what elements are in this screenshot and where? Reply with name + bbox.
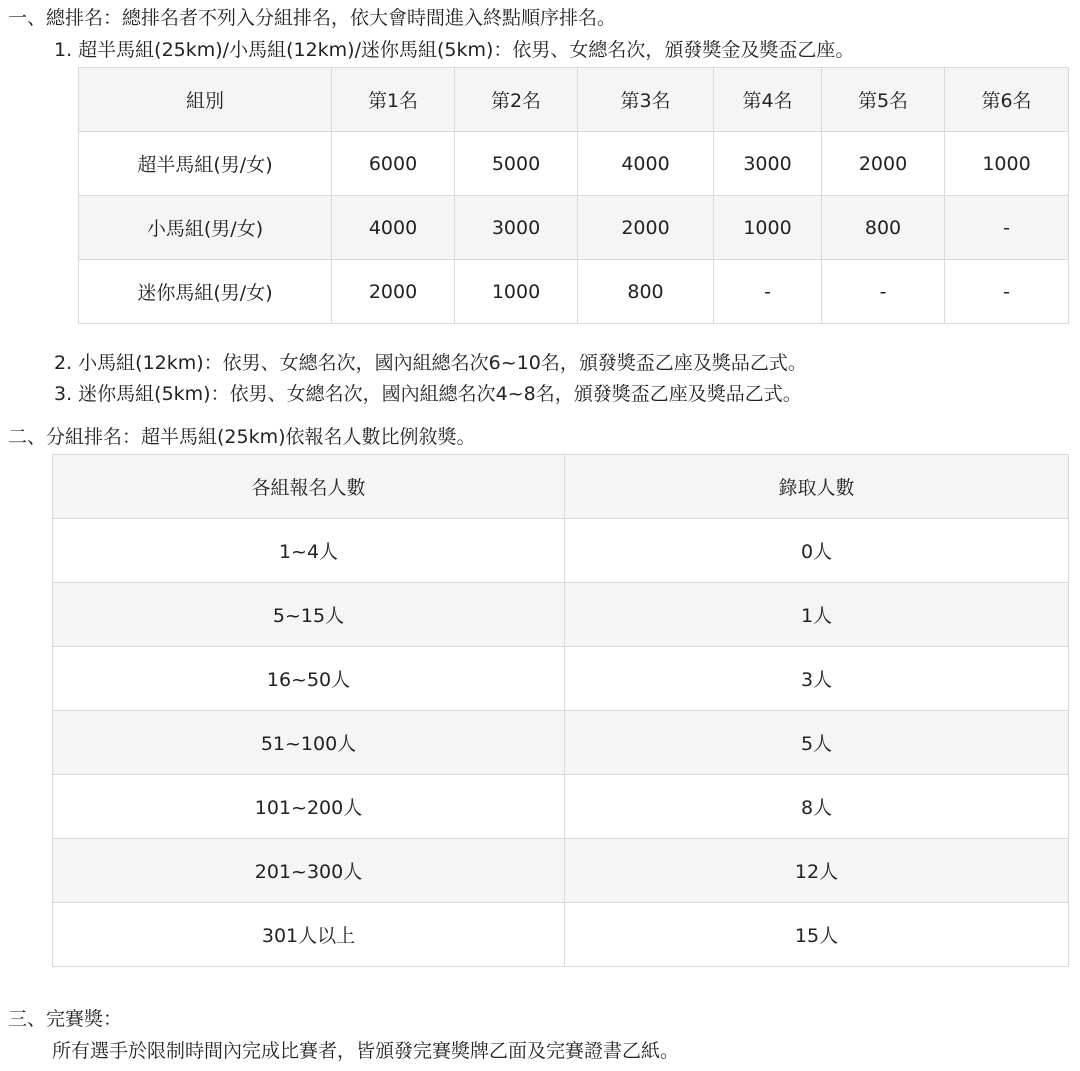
- section2-heading: 二、分組排名：超半馬組(25km)依報名人數比例敘獎。: [8, 426, 476, 448]
- section3-heading: 三、完賽獎：: [8, 1008, 123, 1030]
- prize-cell: 4000: [578, 132, 714, 196]
- group-cell: 5~15人: [53, 583, 565, 647]
- prize-cell: 1000: [455, 260, 578, 324]
- prize-cell: 2000: [578, 196, 714, 260]
- prize-cell: 迷你馬組(男/女): [79, 260, 332, 324]
- prize-header-cell: 第5名: [822, 68, 945, 132]
- prize-header-cell: 第3名: [578, 68, 714, 132]
- table-row: [79, 196, 1069, 260]
- group-header-cell: 錄取人數: [565, 455, 1069, 519]
- group-table: [52, 454, 1069, 967]
- group-cell: 51~100人: [53, 711, 565, 775]
- prize-header-cell: 組別: [79, 68, 332, 132]
- group-cell: 301人以上: [53, 903, 565, 967]
- table-row: [53, 839, 1069, 903]
- prize-table-header-row: [79, 68, 1069, 132]
- group-cell: 1~4人: [53, 519, 565, 583]
- prize-cell: 3000: [455, 196, 578, 260]
- group-cell: 0人: [565, 519, 1069, 583]
- group-cell: 201~300人: [53, 839, 565, 903]
- table-row: [79, 260, 1069, 324]
- group-cell: 5人: [565, 711, 1069, 775]
- prize-cell: 5000: [455, 132, 578, 196]
- table-row: [53, 647, 1069, 711]
- prize-cell: 超半馬組(男/女): [79, 132, 332, 196]
- table-row: [53, 583, 1069, 647]
- group-cell: 16~50人: [53, 647, 565, 711]
- prize-cell: 1000: [945, 132, 1069, 196]
- table-row: [79, 132, 1069, 196]
- prize-table: [78, 67, 1069, 324]
- prize-cell: -: [822, 260, 945, 324]
- table-row: [53, 775, 1069, 839]
- prize-header-cell: 第6名: [945, 68, 1069, 132]
- group-table-header-row: [53, 455, 1069, 519]
- prize-cell: 4000: [332, 196, 455, 260]
- section1-item2: 2. 小馬組(12km)：依男、女總名次，國內組總名次6~10名，頒發獎盃乙座及獎品乙式。: [54, 352, 807, 374]
- section1-item3: 3. 迷你馬組(5km)：依男、女總名次，國內組總名次4~8名，頒發獎盃乙座及獎品乙式。: [54, 383, 802, 405]
- group-cell: 12人: [565, 839, 1069, 903]
- section1-heading: 一、總排名：總排名者不列入分組排名，依大會時間進入終點順序排名。: [8, 7, 617, 29]
- prize-cell: 800: [822, 196, 945, 260]
- group-header-cell: 各組報名人數: [53, 455, 565, 519]
- prize-cell: 800: [578, 260, 714, 324]
- prize-header-cell: 第4名: [714, 68, 822, 132]
- section3-body: 所有選手於限制時間內完成比賽者，皆頒發完賽獎牌乙面及完賽證書乙紙。: [52, 1040, 680, 1062]
- group-cell: 3人: [565, 647, 1069, 711]
- prize-header-cell: 第1名: [332, 68, 455, 132]
- group-cell: 101~200人: [53, 775, 565, 839]
- prize-cell: 3000: [714, 132, 822, 196]
- prize-cell: -: [945, 196, 1069, 260]
- group-cell: 1人: [565, 583, 1069, 647]
- prize-cell: -: [714, 260, 822, 324]
- prize-cell: 2000: [332, 260, 455, 324]
- table-row: [53, 519, 1069, 583]
- section1-item1: 1. 超半馬組(25km)/小馬組(12km)/迷你馬組(5km)：依男、女總名次，頒發獎金及獎盃乙座。: [54, 39, 855, 61]
- table-row: [53, 711, 1069, 775]
- prize-cell: -: [945, 260, 1069, 324]
- prize-cell: 1000: [714, 196, 822, 260]
- prize-cell: 小馬組(男/女): [79, 196, 332, 260]
- group-cell: 15人: [565, 903, 1069, 967]
- prize-cell: 2000: [822, 132, 945, 196]
- prize-header-cell: 第2名: [455, 68, 578, 132]
- prize-cell: 6000: [332, 132, 455, 196]
- group-cell: 8人: [565, 775, 1069, 839]
- table-row: [53, 903, 1069, 967]
